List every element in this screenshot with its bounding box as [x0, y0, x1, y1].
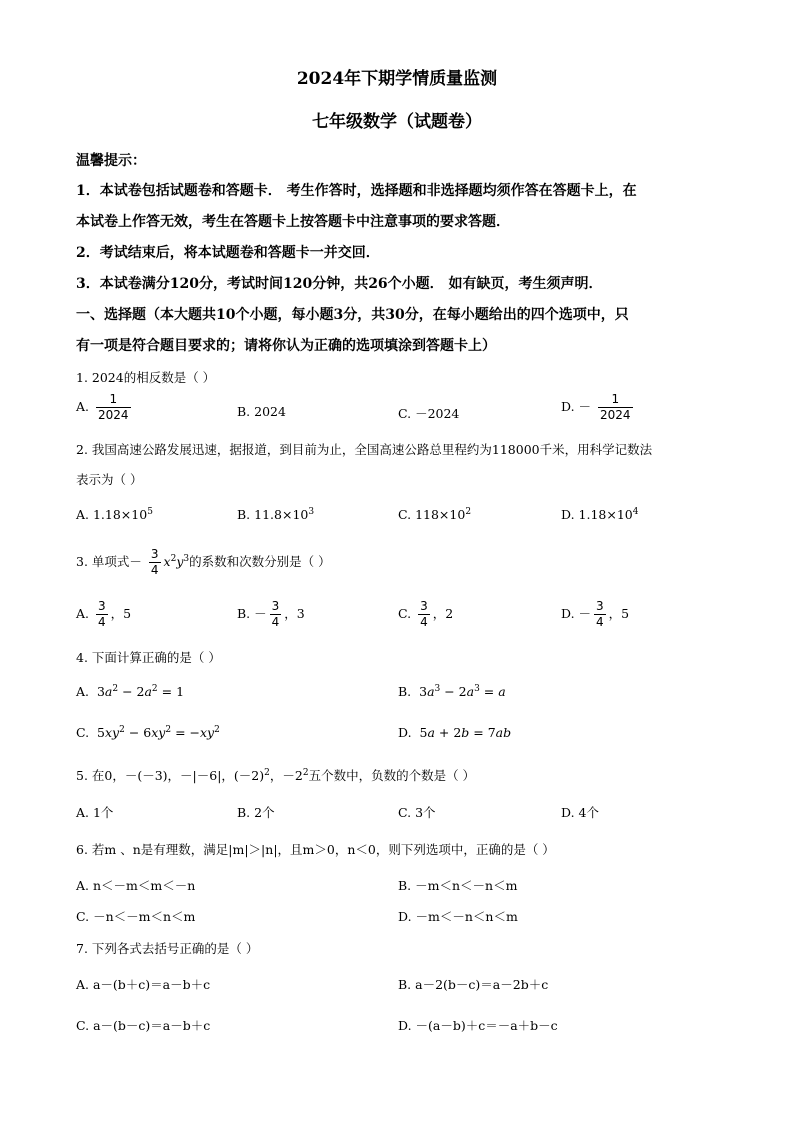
q2-stem-line-2: 表示为（ ） [76, 472, 143, 487]
q7-option-a: A. a－(b＋c)＝a－b＋c [76, 977, 211, 992]
q5-option-c: C. 3个 [398, 805, 436, 820]
q6-stem: 6. 若m 、n是有理数，满足|m|＞|n|，且m＞0，n＜0，则下列选项中，正确的是（ ） [76, 842, 555, 857]
notice-line-2: 本试卷上作答无效，考生在答题卡上按答题卡中注意事项的要求答题． [76, 214, 510, 230]
q7-option-c: C. a－(b－c)＝a－b＋c [76, 1018, 211, 1033]
notice-heading: 温馨提示： [76, 153, 146, 169]
q3-option-a: A. $\frac{3}{4}$ ，5 [76, 599, 132, 629]
q4-stem: 4. 下面计算正确的是（ ） [76, 650, 221, 665]
q1-stem: 1. 2024的相反数是（ ） [76, 370, 216, 385]
q3-option-b: B. － $\frac{3}{4}$ ，3 [237, 599, 305, 629]
q7-option-d: D. －(a－b)＋c＝－a＋b－c [398, 1018, 558, 1033]
q1-option-c: C. －2024 [398, 406, 460, 421]
q1-option-d [561, 392, 636, 423]
q1-option-d-label: D. － [561, 399, 592, 414]
q2-option-c: C. $118\times 10^2$ [398, 507, 472, 523]
section-heading-2: 有一项是符合题目要求的；请将你认为正确的选项填涂到答题卡上） [76, 338, 496, 354]
q5-option-b: B. 2个 [237, 805, 275, 820]
q4-option-a: A. $3a^2 - 2a^2 = 1$ [76, 684, 185, 700]
q1-option-b: B. 2024 [237, 404, 286, 419]
exam-title: 2024年下期学情质量监测 [296, 69, 498, 89]
q4-option-c: C. $5xy^2 - 6xy^2 = -xy^2$ [76, 725, 220, 741]
q1-option-a-fraction: $\frac{1}{2024}$ [98, 392, 129, 422]
q3-option-d: D. － $\frac{3}{4}$ ，5 [561, 599, 630, 629]
q7-option-b: B. a－2(b－c)＝a－2b＋c [398, 977, 549, 992]
q6-option-b: B. －m＜n＜－n＜m [398, 878, 518, 893]
q2-option-a: A. $1.18\times 10^5$ [76, 507, 153, 523]
q6-option-d: D. －m＜－n＜n＜m [398, 909, 518, 924]
q3-option-c: C. $\frac{3}{4}$ ，2 [398, 599, 454, 629]
q1-option-a-label: A. [76, 399, 90, 414]
q1-option-d-fraction: $\frac{1}{2024}$ [600, 392, 631, 422]
exam-subtitle: 七年级数学（试题卷） [312, 112, 482, 132]
q4-option-b: B. $3a^3 - 2a^3 = a$ [398, 684, 506, 700]
notice-line-4: 3．本试卷满分120分，考试时间120分钟，共26个小题． 如有缺页，考生须声明． [76, 276, 603, 292]
q3-stem-fraction: $\frac{3}{4}$ [150, 547, 159, 577]
q6-option-a: A. n＜－m＜m＜－n [76, 878, 196, 893]
section-heading-1: 一、选择题（本大题共10个小题，每小题3分，共30分，在每小题给出的四个选项中，只 [76, 307, 629, 323]
notice-line-1: 1．本试卷包括试题卷和答题卡． 考生作答时，选择题和非选择题均须作答在答题卡上，在 [76, 183, 637, 199]
q2-option-d: D. $1.18\times 10^4$ [561, 507, 639, 523]
q7-stem: 7. 下列各式去括号正确的是（ ） [76, 941, 259, 956]
q2-stem-line-1: 2. 我国高速公路发展迅速，据报道，到目前为止，全国高速公路总里程约为118000千米，用科学记数法 [76, 442, 653, 457]
q1-option-a [76, 392, 134, 423]
q5-stem: 5. 在0，－(－3)，－|－6|，$(-2)^2$，$-2^2$五个数中，负数的个数是（ ） [76, 767, 476, 783]
q5-option-d: D. 4个 [561, 805, 599, 820]
q6-option-c: C. －n＜－m＜n＜m [76, 909, 196, 924]
notice-line-3: 2．考试结束后，将本试题卷和答题卡一并交回． [76, 245, 380, 261]
q5-option-a: A. 1个 [76, 805, 114, 820]
q3-stem: 3. 单项式－ $\frac{3}{4}$ $x^2y^3$的系数和次数分别是（ ） [76, 547, 331, 577]
q4-option-d: D. 5a + 2b = 7ab [398, 725, 512, 740]
q2-option-b: B. $11.8\times 10^3$ [237, 507, 315, 523]
